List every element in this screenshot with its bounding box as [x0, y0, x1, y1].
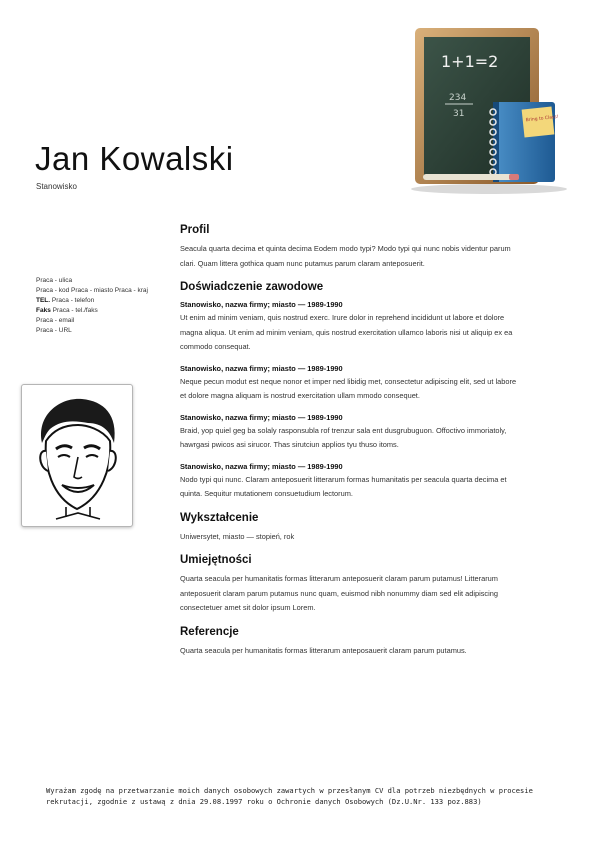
- board-number-1: 234: [449, 93, 467, 103]
- job-entry: [180, 299, 520, 355]
- references-heading: Referencje: [180, 625, 239, 638]
- references-text: Quarta seacula per humanitatis formas litterarum anteposauerit claram parum putamus.: [180, 645, 467, 655]
- job-header: Stanowisko, nazwa firmy; miasto — 1989-1990: [180, 300, 343, 309]
- job-entry: [180, 461, 520, 502]
- experience-heading: Doświadczenie zawodowe: [180, 281, 324, 293]
- fax-label: Faks: [36, 307, 51, 314]
- contact-block: [36, 276, 148, 336]
- skills-heading: Umiejętności: [180, 554, 252, 566]
- sticky-note-text: Bring to Class!: [525, 114, 559, 124]
- contact-url: Praca - URL: [36, 327, 72, 334]
- photo-frame: [21, 384, 133, 527]
- job-description: Ut enim ad minim veniam, quis nostrud exerc. Irure dolor in reprehend incididunt ut labore et dolore magna aliqua. Ut enim ad minim veniam, quis nostrud exercitation ullamco laboris nisi ut aliquip ex ea commodo consequat.: [180, 313, 513, 351]
- profile-text: Seacula quarta decima et quinta decima Eodem modo typi? Modo typi qui nunc nobis videntur parum clari. Quam littera gothica quam nunc putamus parum claram anteposuerit.: [180, 244, 511, 268]
- cartoon-portrait-icon: [22, 385, 132, 526]
- job-header: Stanowisko, nazwa firmy; miasto — 1989-1990: [180, 461, 343, 471]
- job-description: Nodo typi qui nunc. Claram anteposuerit litterarum formas humanitatis per seacula quarta decima et quinta. Sequitur mutationem consuetudium lectorum.: [180, 474, 507, 498]
- section-education: [180, 512, 520, 545]
- job-header: Stanowisko, nazwa firmy; miasto — 1989-1990: [180, 363, 343, 373]
- job-header: Stanowisko, nazwa firmy; miasto — 1989-1990: [180, 412, 343, 422]
- job-entry: [180, 363, 520, 404]
- candidate-name: Jan Kowalski: [35, 140, 234, 177]
- skills-text: Quarta seacula per humanitatis formas litterarum anteposuerit claram parum putamus! Litterarum anteposuerit claram parum putamus nunc quam, euismod nibh nonummy diam sed elit adipiscing consectetuer amet sit dolor ipsum Lorem.: [180, 574, 498, 612]
- contact-fax: [36, 306, 148, 316]
- job-entry: [180, 412, 520, 453]
- section-skills: [180, 554, 520, 616]
- education-text: Uniwersytet, miasto — stopień, rok: [180, 531, 295, 541]
- education-heading: Wykształcenie: [180, 511, 259, 524]
- phone-label: TEL.: [36, 297, 51, 304]
- section-profile: [180, 224, 520, 271]
- resume-main: [180, 224, 520, 668]
- contact-street: Praca - ulica: [36, 277, 73, 284]
- fax-value: Praca - tel./faks: [52, 307, 98, 314]
- contact-email: Praca - email: [36, 317, 75, 324]
- job-description: Braid, yop quiel geg ba solaly rasponsubla rof trenzur sala ent dusgrubuguon. Offoctivo immoriatoly, hawrgasi pwicos asi sirucor. Thas sirutciun applios tyu thuso itoms.: [180, 425, 507, 449]
- section-experience: [180, 281, 520, 502]
- chalkboard-notebook-icon: [405, 24, 573, 196]
- data-consent-clause: Wyrażam zgodę na przetwarzanie moich danych osobowych zawartych w przesłanym CV dla potrzeb niezbędnych w procesie rekrutacji, zgodnie z ustawą z dnia 29.08.1997 roku o Ochronie danych Osobowych (Dz.U.Nr. 133 poz.883): [46, 786, 533, 806]
- profile-heading: Profil: [180, 224, 210, 236]
- phone-value: Praca - telefon: [51, 297, 95, 304]
- position-title: Stanowisko: [36, 182, 77, 191]
- board-equation: 1+1=2: [441, 52, 499, 71]
- job-description: Neque pecun modut est neque nonor et imper ned libidig met, consectetur adipiscing elit, sed ut labore et dolore magna aliquam is nostrud exercitation ullam mmodo consequet.: [180, 376, 517, 400]
- contact-phone: [36, 296, 148, 306]
- contact-city: Praca - kod Praca - miasto Praca - kraj: [36, 287, 148, 294]
- section-references: [180, 626, 520, 659]
- board-number-2: 31: [453, 109, 465, 119]
